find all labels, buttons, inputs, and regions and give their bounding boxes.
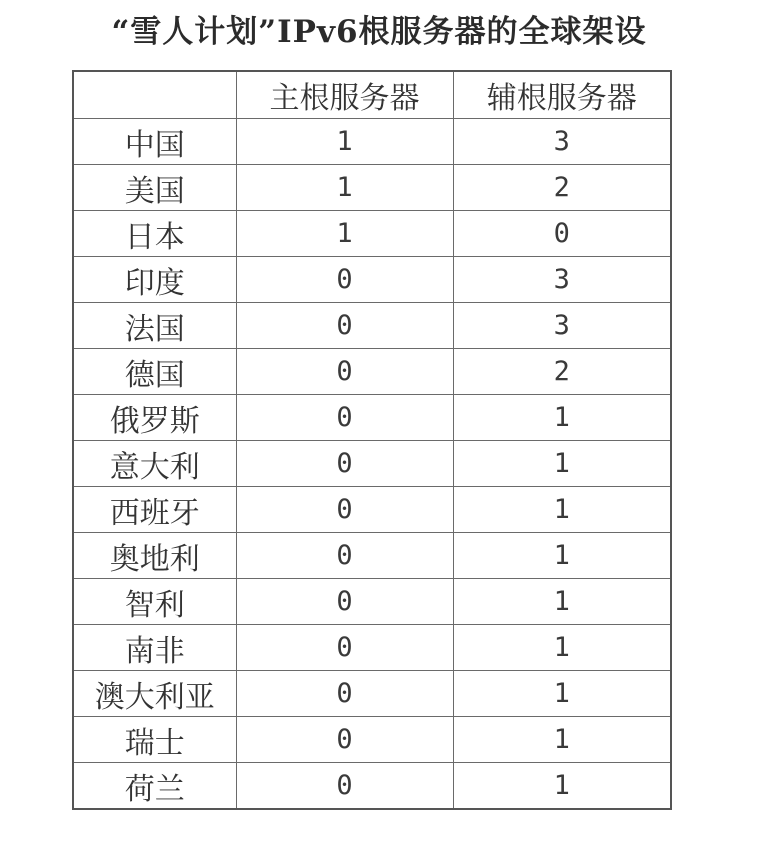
secondary-count-cell: 1 bbox=[453, 625, 671, 671]
secondary-count-cell: 3 bbox=[453, 257, 671, 303]
table-row bbox=[73, 579, 671, 625]
primary-count-cell: 0 bbox=[236, 487, 453, 533]
primary-count-cell: 0 bbox=[236, 441, 453, 487]
country-cell: 西班牙 bbox=[73, 487, 236, 533]
secondary-count-cell: 1 bbox=[453, 533, 671, 579]
table-row bbox=[73, 211, 671, 257]
country-cell: 澳大利亚 bbox=[73, 671, 236, 717]
primary-count-cell: 1 bbox=[236, 119, 453, 165]
country-cell: 印度 bbox=[73, 257, 236, 303]
secondary-count-cell: 1 bbox=[453, 487, 671, 533]
table-row bbox=[73, 625, 671, 671]
table-row bbox=[73, 533, 671, 579]
secondary-count-cell: 1 bbox=[453, 395, 671, 441]
country-cell: 南非 bbox=[73, 625, 236, 671]
table-header-row bbox=[73, 71, 671, 119]
table-row bbox=[73, 671, 671, 717]
table-row bbox=[73, 165, 671, 211]
country-cell: 中国 bbox=[73, 119, 236, 165]
header-secondary-root: 辅根服务器 bbox=[453, 71, 671, 119]
table-row bbox=[73, 763, 671, 810]
table-container bbox=[72, 70, 670, 807]
secondary-count-cell: 3 bbox=[453, 119, 671, 165]
primary-count-cell: 0 bbox=[236, 303, 453, 349]
table-row bbox=[73, 119, 671, 165]
root-server-table bbox=[72, 70, 672, 810]
primary-count-cell: 0 bbox=[236, 579, 453, 625]
secondary-count-cell: 3 bbox=[453, 303, 671, 349]
country-cell: 法国 bbox=[73, 303, 236, 349]
primary-count-cell: 0 bbox=[236, 257, 453, 303]
country-cell: 美国 bbox=[73, 165, 236, 211]
primary-count-cell: 1 bbox=[236, 165, 453, 211]
country-cell: 德国 bbox=[73, 349, 236, 395]
primary-count-cell: 0 bbox=[236, 763, 453, 810]
secondary-count-cell: 1 bbox=[453, 763, 671, 810]
secondary-count-cell: 1 bbox=[453, 579, 671, 625]
header-corner-cell bbox=[73, 71, 236, 119]
primary-count-cell: 0 bbox=[236, 671, 453, 717]
country-cell: 意大利 bbox=[73, 441, 236, 487]
table-row bbox=[73, 303, 671, 349]
country-cell: 智利 bbox=[73, 579, 236, 625]
primary-count-cell: 0 bbox=[236, 625, 453, 671]
country-cell: 瑞士 bbox=[73, 717, 236, 763]
primary-count-cell: 0 bbox=[236, 395, 453, 441]
primary-count-cell: 0 bbox=[236, 717, 453, 763]
secondary-count-cell: 2 bbox=[453, 349, 671, 395]
header-primary-root: 主根服务器 bbox=[236, 71, 453, 119]
country-cell: 荷兰 bbox=[73, 763, 236, 810]
country-cell: 俄罗斯 bbox=[73, 395, 236, 441]
page-title: “雪人计划”IPv6根服务器的全球架设 bbox=[111, 14, 647, 50]
table-row bbox=[73, 257, 671, 303]
country-cell: 日本 bbox=[73, 211, 236, 257]
secondary-count-cell: 2 bbox=[453, 165, 671, 211]
secondary-count-cell: 1 bbox=[453, 441, 671, 487]
primary-count-cell: 0 bbox=[236, 349, 453, 395]
table-row bbox=[73, 487, 671, 533]
table-row bbox=[73, 349, 671, 395]
country-cell: 奥地利 bbox=[73, 533, 236, 579]
primary-count-cell: 0 bbox=[236, 533, 453, 579]
secondary-count-cell: 1 bbox=[453, 717, 671, 763]
secondary-count-cell: 0 bbox=[453, 211, 671, 257]
primary-count-cell: 1 bbox=[236, 211, 453, 257]
secondary-count-cell: 1 bbox=[453, 671, 671, 717]
table-row bbox=[73, 395, 671, 441]
table-row bbox=[73, 717, 671, 763]
table-row bbox=[73, 441, 671, 487]
table-body bbox=[73, 119, 671, 810]
